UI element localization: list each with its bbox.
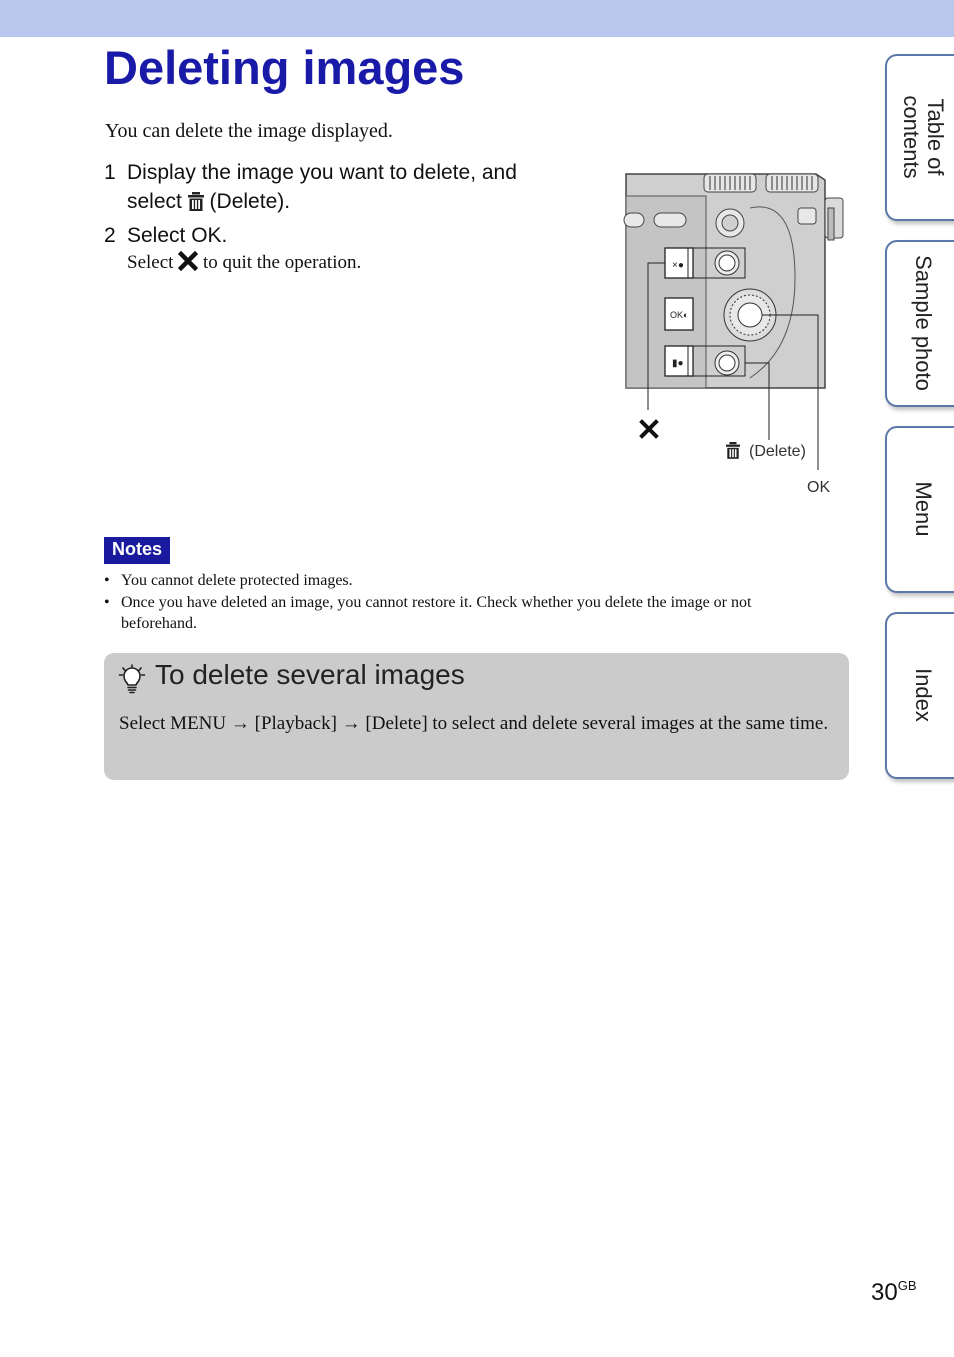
step-text: Select OK.	[127, 224, 228, 247]
tip-box	[104, 653, 849, 780]
notes-badge: Notes	[104, 537, 170, 564]
substep-text: Select to quit the operation.	[127, 252, 362, 273]
tip-text: Select MENU → [Playback] → [Delete] to select and delete several images at the same time.	[119, 713, 829, 734]
camera-back-illustration	[620, 168, 860, 498]
tip-title: To delete several images	[155, 659, 465, 690]
delete-label: (Delete)	[749, 443, 806, 460]
svg-text:×●: ×●	[672, 260, 684, 271]
lightbulb-icon	[118, 664, 146, 694]
step-number: 2	[104, 224, 116, 247]
tab-table-of-contents[interactable]	[885, 54, 954, 221]
list-item: • You cannot delete protected images.	[104, 572, 353, 589]
tab-label: Sample photo	[911, 255, 936, 391]
step-number: 1	[104, 161, 116, 184]
tab-label: Menu	[911, 481, 936, 537]
step-text: Display the image you want to delete, and select (Delete).	[127, 161, 517, 213]
trash-icon	[726, 442, 740, 459]
svg-text:OK◐: OK◐	[670, 310, 689, 320]
tab-label: Table of contents	[899, 95, 948, 179]
trash-icon	[188, 192, 204, 211]
header-bar	[0, 0, 954, 37]
intro-text: You can delete the image displayed.	[105, 120, 393, 142]
cancel-x-icon	[178, 251, 198, 271]
tab-menu[interactable]	[885, 426, 954, 593]
tab-index[interactable]	[885, 612, 954, 779]
page-number: $30^{GB}$	[871, 1278, 917, 1306]
ok-label: OK	[807, 479, 831, 496]
tab-label: Index	[911, 668, 936, 722]
svg-text:▮●: ▮●	[672, 358, 684, 369]
page-title: Deleting images	[104, 41, 465, 94]
list-item: • Once you have deleted an image, you cannot restore it. Check whether you delete the image or not beforehand.	[104, 594, 752, 632]
camera-diagram	[620, 168, 860, 498]
notes-list	[104, 570, 824, 635]
tab-sample-photo[interactable]	[885, 240, 954, 407]
